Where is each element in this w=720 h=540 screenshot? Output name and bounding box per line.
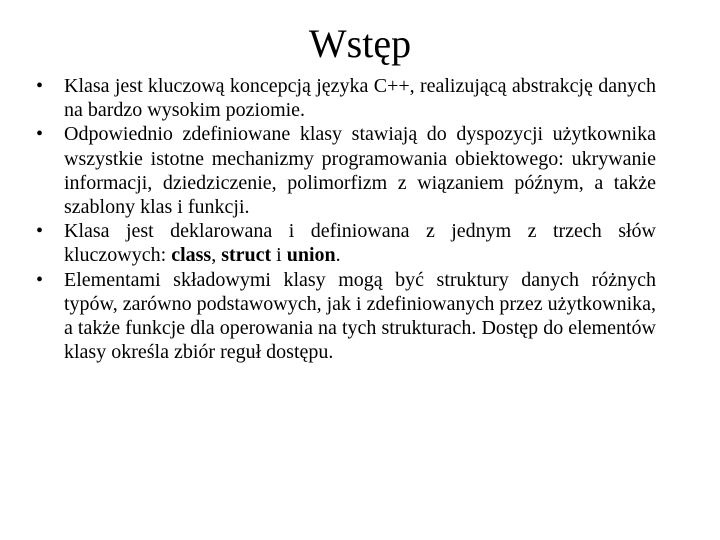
bullet-text: Odpowiednio zdefiniowane klasy stawiają do dyspozycji użytkownika wszystkie istotne mechanizmy programowania obiektowego: ukrywanie informacji, dziedziczenie, polimorfizm z wiązaniem późnym, a także szablony klas i funkcji. [64, 123, 656, 219]
bullet-icon: • [36, 75, 44, 97]
bullet-list [36, 74, 656, 364]
keyword-struct: struct [221, 244, 272, 267]
keyword-union: union [286, 244, 336, 267]
bullet-icon: • [36, 220, 44, 243]
bullet-separator: i [271, 244, 287, 267]
bullet-item [36, 74, 656, 122]
bullet-text-end: . [335, 244, 341, 267]
bullet-text: Klasa jest kluczową koncepcją języka C++, realizującą abstrakcję danych na bardzo wysokim poziomie. [64, 75, 656, 122]
bullet-icon: • [36, 123, 44, 146]
bullet-separator: , [211, 244, 222, 267]
bullet-text-start: Klasa jest deklarowana i definiowana z jednym z trzech słów kluczowych: [64, 220, 656, 267]
bullet-icon: • [36, 268, 44, 291]
slide-title: Wstęp [308, 21, 412, 66]
bullet-item [36, 219, 656, 267]
bullet-text: Elementami składowymi klasy mogą być struktury danych różnych typów, zarówno podstawowych, jak i zdefiniowanych przez użytkownika, a także funkcje dla operowania na tych strukturach. Dostęp do elementów klasy określa zbiór reguł dostępu. [64, 268, 656, 364]
keyword-class: class [171, 244, 212, 267]
bullet-item [36, 122, 656, 219]
bullet-item [36, 268, 656, 365]
